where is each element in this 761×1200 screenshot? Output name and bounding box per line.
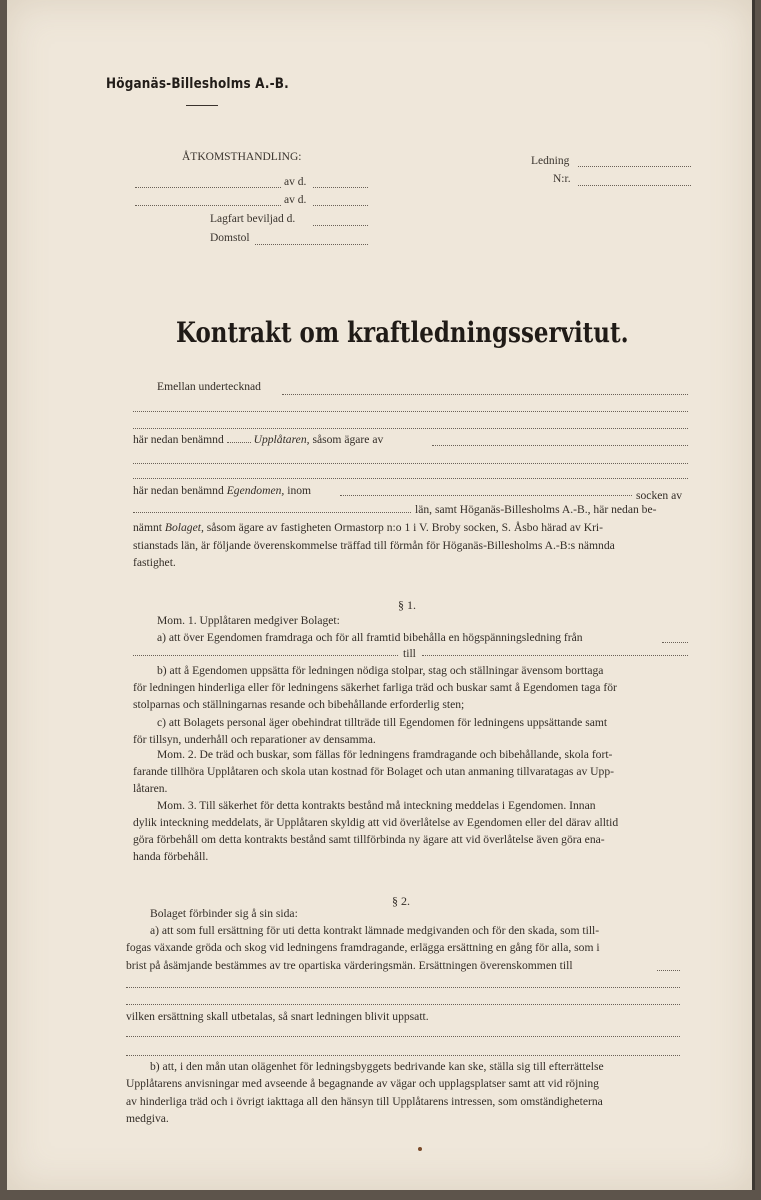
fran-field-2[interactable]	[133, 655, 398, 656]
upplataren-term: Upplåtaren,	[253, 433, 310, 446]
ledning-field[interactable]	[578, 166, 691, 167]
intro-line-4: län, samt Höganäs-Billesholms A.-B., här nedan be-	[415, 503, 657, 516]
section-1-heading: § 1.	[398, 598, 416, 612]
s1-line-9: Mom. 2. De träd och buskar, som fällas för ledningens framdragande och bibehållande, skola fort-	[157, 748, 613, 761]
intro-line-2	[133, 431, 383, 448]
atkomst-field-2[interactable]	[135, 205, 281, 206]
company-name: Höganäs-Billesholms A.-B.	[106, 76, 289, 92]
s2-line-8: av hinderliga träd och i övrigt iakttaga all den hänsyn till Upplåtarens intressen, som omständigheterna	[126, 1095, 603, 1108]
s2-line-7: Upplåtarens anvisningar med avseende å begagnande av vägar och upplagsplatser samt att vid röjning	[126, 1077, 599, 1090]
av-d-field-1[interactable]	[313, 187, 368, 188]
nr-field[interactable]	[578, 185, 691, 186]
bolaget-term: Bolaget,	[164, 521, 204, 534]
undertecknad-field-2[interactable]	[133, 411, 688, 412]
intro-text: såsom ägare av fastigheten Ormastorp n:o 1 i V. Broby socken, S. Åsbo härad av Kri-	[206, 521, 604, 534]
intro-text: här nedan benämnd	[133, 433, 224, 446]
extra-field-2[interactable]	[126, 1055, 680, 1056]
s2-line-6: b) att, i den mån utan olägenhet för ledningsbyggets bedrivande kan ske, ställa sig till efterrättelse	[150, 1060, 604, 1073]
s1-line-5: för ledningen hinderliga eller för ledningens säkerhet farliga träd och buskar samt å Egendomen taga för	[133, 681, 617, 694]
s1-line-12: Mom. 3. Till säkerhet för detta kontrakts bestånd må inteckning meddelas i Egendomen. Innan	[157, 799, 596, 812]
agare-field-3[interactable]	[133, 478, 688, 479]
lagfart-field[interactable]	[313, 225, 368, 226]
agare-field[interactable]	[432, 445, 688, 446]
s2-line-3: fogas växande gröda och skog vid ledningens framdragande, erlägga ersättning en gång för alla, som i	[126, 941, 600, 954]
fran-field[interactable]	[662, 642, 688, 643]
domstol-label: Domstol	[210, 232, 250, 244]
s1-line-11: låtaren.	[133, 782, 168, 795]
s1-line-15: handa förbehåll.	[133, 850, 209, 863]
intro-text: inom	[287, 484, 312, 497]
undertecknad-field[interactable]	[282, 394, 688, 395]
intro-text: nämnt	[133, 521, 162, 534]
intro-line-5	[133, 519, 603, 536]
intro-line-1: Emellan undertecknad	[157, 380, 261, 393]
s1-line-2: a) att över Egendomen framdraga och för all framtid bibehålla en högspänningsledning från	[157, 631, 583, 644]
nr-label: N:r.	[553, 173, 571, 185]
intro-line-7: fastighet.	[133, 556, 176, 569]
egendomen-term: Egendomen,	[226, 484, 285, 497]
s2-line-5: vilken ersättning skall utbetalas, så snart ledningen blivit uppsatt.	[126, 1010, 429, 1023]
intro-text: såsom ägare av	[312, 433, 384, 446]
document-title: Kontrakt om kraftledningsservitut.	[176, 316, 629, 349]
s1-line-13: dylik inteckning meddelats, är Upplåtaren skyldig att vid överlåtelse av Egendomen eller del därav alltid	[133, 816, 619, 829]
s2-line-1: Bolaget förbinder sig å sin sida:	[150, 907, 298, 920]
till-field[interactable]	[422, 655, 688, 656]
av-d-label-2: av d.	[284, 194, 307, 206]
s1-line-6: stolparnas och ställningarnas resande och bibehållande erforderlig sten;	[133, 698, 465, 711]
upplataren-field[interactable]	[227, 442, 251, 443]
atkomst-field-1[interactable]	[135, 187, 281, 188]
inom-field[interactable]	[340, 495, 632, 496]
ersattning-field-3[interactable]	[126, 1004, 680, 1005]
agare-field-2[interactable]	[133, 463, 688, 464]
s1-line-3: till	[403, 647, 416, 660]
extra-field-1[interactable]	[126, 1036, 680, 1037]
s2-line-4: brist på åsämjande bestämmes av tre opartiska värderingsmän. Ersättningen överenskommen till	[126, 959, 573, 972]
s1-line-4: b) att å Egendomen uppsätta för ledningen nödiga stolpar, stag och ställningar ävensom borttaga	[157, 664, 604, 677]
domstol-field[interactable]	[255, 244, 368, 245]
lan-field[interactable]	[133, 512, 411, 513]
socken-label: socken av	[636, 489, 683, 502]
s2-line-2: a) att som full ersättning för uti detta kontrakt lämnade medgivanden och för den skada, som till-	[150, 924, 600, 937]
intro-text: här nedan benämnd	[133, 484, 224, 497]
s1-line-10: farande tillhöra Upplåtaren och skola utan kostnad för Bolaget och utan anmaning tillvaratagas av Upp-	[133, 765, 614, 778]
undertecknad-field-3[interactable]	[133, 428, 688, 429]
intro-line-6: stianstads län, är följande överenskommelse träffad till förmån för Höganäs-Billesholms A.-B:s nämnda	[133, 539, 615, 552]
s2-line-9: medgiva.	[126, 1112, 169, 1125]
s1-line-7: c) att Bolagets personal äger obehindrat tillträde till Egendomen för ledningens uppsättande samt	[157, 716, 608, 729]
ersattning-field[interactable]	[657, 970, 680, 971]
atkomst-label: ÅTKOMSTHANDLING:	[182, 151, 302, 163]
av-d-field-2[interactable]	[313, 205, 368, 206]
ink-spot	[418, 1147, 422, 1151]
s1-line-8: för tillsyn, underhåll och reparationer av densamma.	[133, 733, 376, 746]
ersattning-field-2[interactable]	[126, 987, 680, 988]
av-d-label-1: av d.	[284, 176, 307, 188]
intro-line-3	[133, 482, 311, 499]
section-2-heading: § 2.	[392, 894, 410, 908]
s1-line-1: Mom. 1. Upplåtaren medgiver Bolaget:	[157, 614, 340, 627]
company-underline	[186, 105, 218, 106]
ledning-label: Ledning	[531, 155, 570, 167]
lagfart-label: Lagfart beviljad d.	[210, 213, 296, 225]
s1-line-14: göra förbehåll om detta kontrakts bestånd samt tillförbinda ny ägare att vid överlåtelse även göra ena-	[133, 833, 605, 846]
